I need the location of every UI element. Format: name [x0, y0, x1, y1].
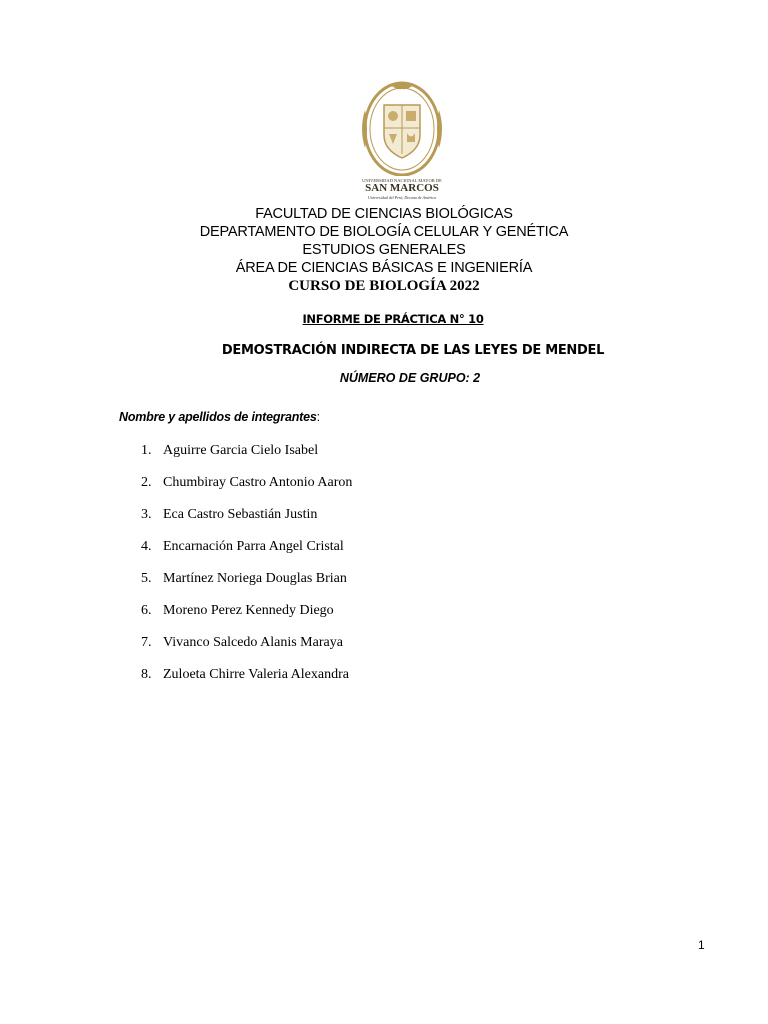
list-item [141, 569, 352, 601]
list-item-name: Encarnación Parra Angel Cristal [163, 539, 344, 554]
faculty-name: FACULTAD DE CIENCIAS BIOLÓGICAS [255, 206, 513, 222]
list-item-number: 5. [141, 571, 152, 586]
page-number: 1 [698, 938, 705, 952]
group-number: NÚMERO DE GRUPO: 2 [339, 371, 481, 385]
logo-crest-text: UNIVERSIDAD NACIONAL MAYOR DE [362, 178, 442, 183]
list-item-name: Eca Castro Sebastián Justin [163, 507, 318, 522]
program-name: ESTUDIOS GENERALES [302, 242, 466, 258]
list-item-number: 4. [141, 539, 152, 554]
list-item-number: 7. [141, 635, 152, 650]
list-item-number: 3. [141, 507, 152, 522]
list-item [141, 537, 352, 569]
list-item-name: Aguirre Garcia Cielo Isabel [163, 443, 319, 458]
members-list [141, 441, 352, 697]
list-item-name: Moreno Perez Kennedy Diego [163, 603, 334, 618]
list-item-name: Martínez Noriega Douglas Brian [163, 571, 347, 586]
list-item-number: 6. [141, 603, 152, 618]
list-item-number: 8. [141, 667, 152, 682]
members-label [119, 410, 320, 424]
list-item-number: 2. [141, 475, 152, 490]
logo-name: SAN MARCOS [365, 182, 439, 194]
list-item-name: Vivanco Salcedo Alanis Maraya [163, 635, 343, 650]
list-item [141, 505, 352, 537]
list-item-name: Chumbiray Castro Antonio Aaron [163, 475, 353, 490]
report-label: INFORME DE PRÁCTICA N° 10 [302, 312, 484, 326]
list-item [141, 441, 352, 473]
area-name: ÁREA DE CIENCIAS BÁSICAS E INGENIERÍA [235, 260, 533, 276]
department-name: DEPARTAMENTO DE BIOLOGÍA CELULAR Y GENÉTICA [199, 224, 569, 240]
course-title: CURSO DE BIOLOGÍA 2022 [288, 278, 480, 294]
list-item [141, 473, 352, 505]
list-item-number: 1. [141, 443, 152, 458]
list-item [141, 665, 352, 697]
members-label-text: Nombre y apellidos de integrantes [119, 410, 317, 424]
list-item [141, 601, 352, 633]
university-logo [359, 80, 445, 202]
list-item-name: Zuloeta Chirre Valeria Alexandra [163, 667, 349, 682]
list-item [141, 633, 352, 665]
report-title: DEMOSTRACIÓN INDIRECTA DE LAS LEYES DE MENDEL [221, 343, 605, 358]
members-label-suffix: : [316, 410, 320, 424]
logo-tagline: Universidad del Perú, Decana de América [367, 195, 437, 200]
